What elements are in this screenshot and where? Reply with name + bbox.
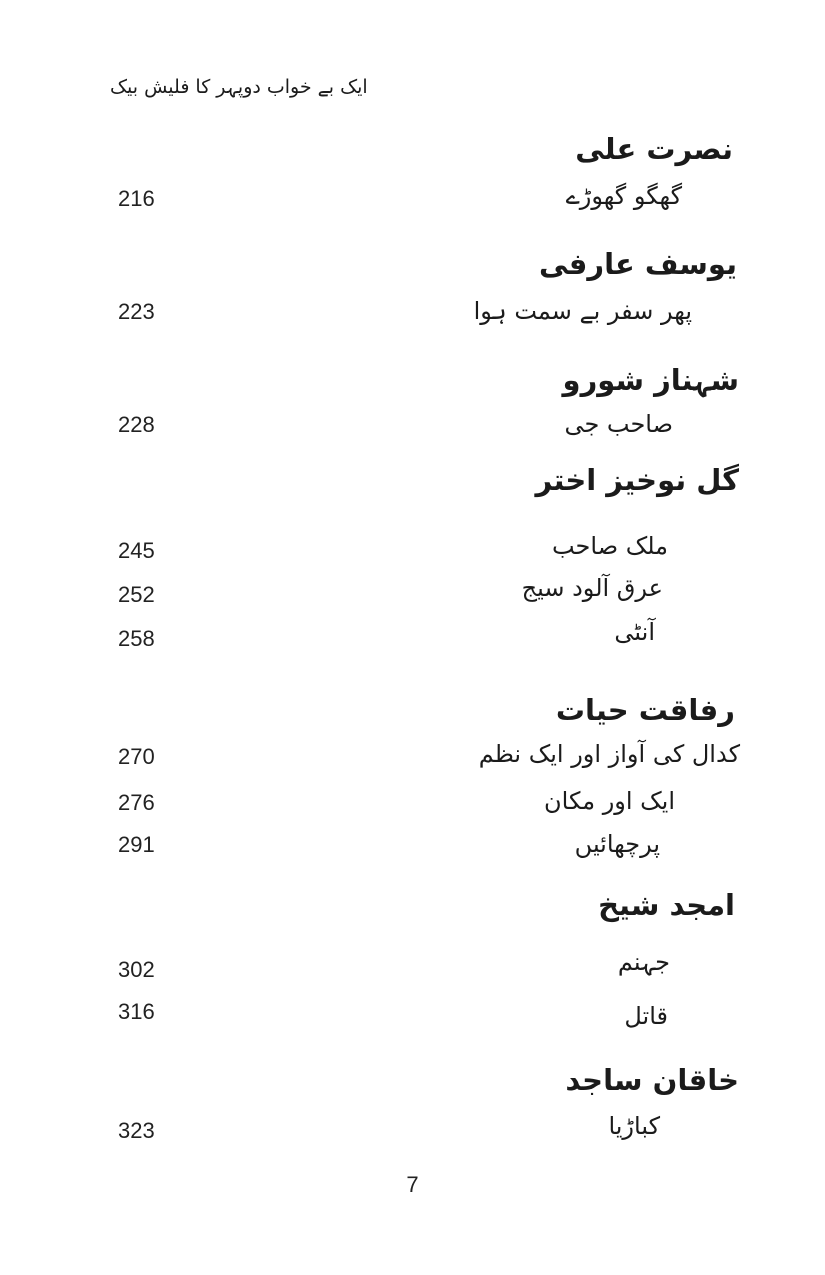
entry-title: پرچھائیں (574, 830, 660, 858)
toc-author-heading: امجد شیخ (598, 888, 735, 922)
entry-page-number: 302 (118, 957, 155, 982)
entry-title: ایک اور مکان (544, 787, 675, 815)
entry-page-number: 228 (118, 412, 155, 437)
toc-entry-row (0, 297, 825, 345)
toc-author-heading: گل نوخیز اختر (535, 463, 739, 497)
entry-title: پھر سفر بے سمت ہوا (473, 297, 692, 325)
entry-page-number: 276 (118, 790, 155, 815)
toc-entry-row (0, 182, 825, 230)
entry-page-number: 223 (118, 299, 155, 324)
toc-entry-row (0, 618, 825, 666)
toc-entry-row (0, 787, 825, 835)
toc-author-heading: رفاقت حیات (555, 693, 735, 727)
entry-page-number: 252 (118, 582, 155, 607)
entry-page-number: 258 (118, 626, 155, 651)
toc-entry-row (0, 532, 825, 580)
toc-entry-row (0, 1112, 825, 1160)
entry-title: قاتل (624, 1002, 668, 1030)
entry-page-number: 216 (118, 186, 155, 211)
entry-page-number: 316 (118, 999, 155, 1024)
entry-page-number: 245 (118, 538, 155, 563)
toc-entry-row (0, 574, 825, 622)
toc-author-heading: خاقان ساجد (565, 1063, 739, 1097)
entry-page-number: 270 (118, 744, 155, 769)
toc-entry-row (0, 830, 825, 878)
entry-title: ملک صاحب (551, 532, 668, 560)
entry-title: صاحب جی (564, 410, 673, 438)
entry-page-number: 291 (118, 832, 155, 857)
toc-author-heading: یوسف عارفی (539, 247, 737, 281)
toc-entry-row (0, 998, 825, 1046)
toc-author-heading: نصرت علی (575, 132, 733, 166)
entry-page-number: 323 (118, 1118, 155, 1143)
running-header-book-title: ایک بے خواب دوپہر کا فلیش بیک (110, 76, 368, 98)
toc-entry-row (0, 410, 825, 458)
entry-title: گھگو گھوڑے (565, 182, 682, 210)
toc-entry-row (0, 948, 825, 996)
entry-title: کدال کی آواز اور ایک نظم (478, 740, 740, 768)
footer-page-number: 7 (406, 1172, 419, 1197)
entry-title: کباڑیا (608, 1112, 660, 1140)
toc-author-heading: شہناز شورو (562, 363, 739, 397)
entry-title: جہنم (617, 948, 670, 976)
entry-title: عرق آلود سیج (521, 574, 663, 602)
toc-entry-row (0, 740, 825, 788)
entry-title: آنٹی (614, 618, 655, 646)
